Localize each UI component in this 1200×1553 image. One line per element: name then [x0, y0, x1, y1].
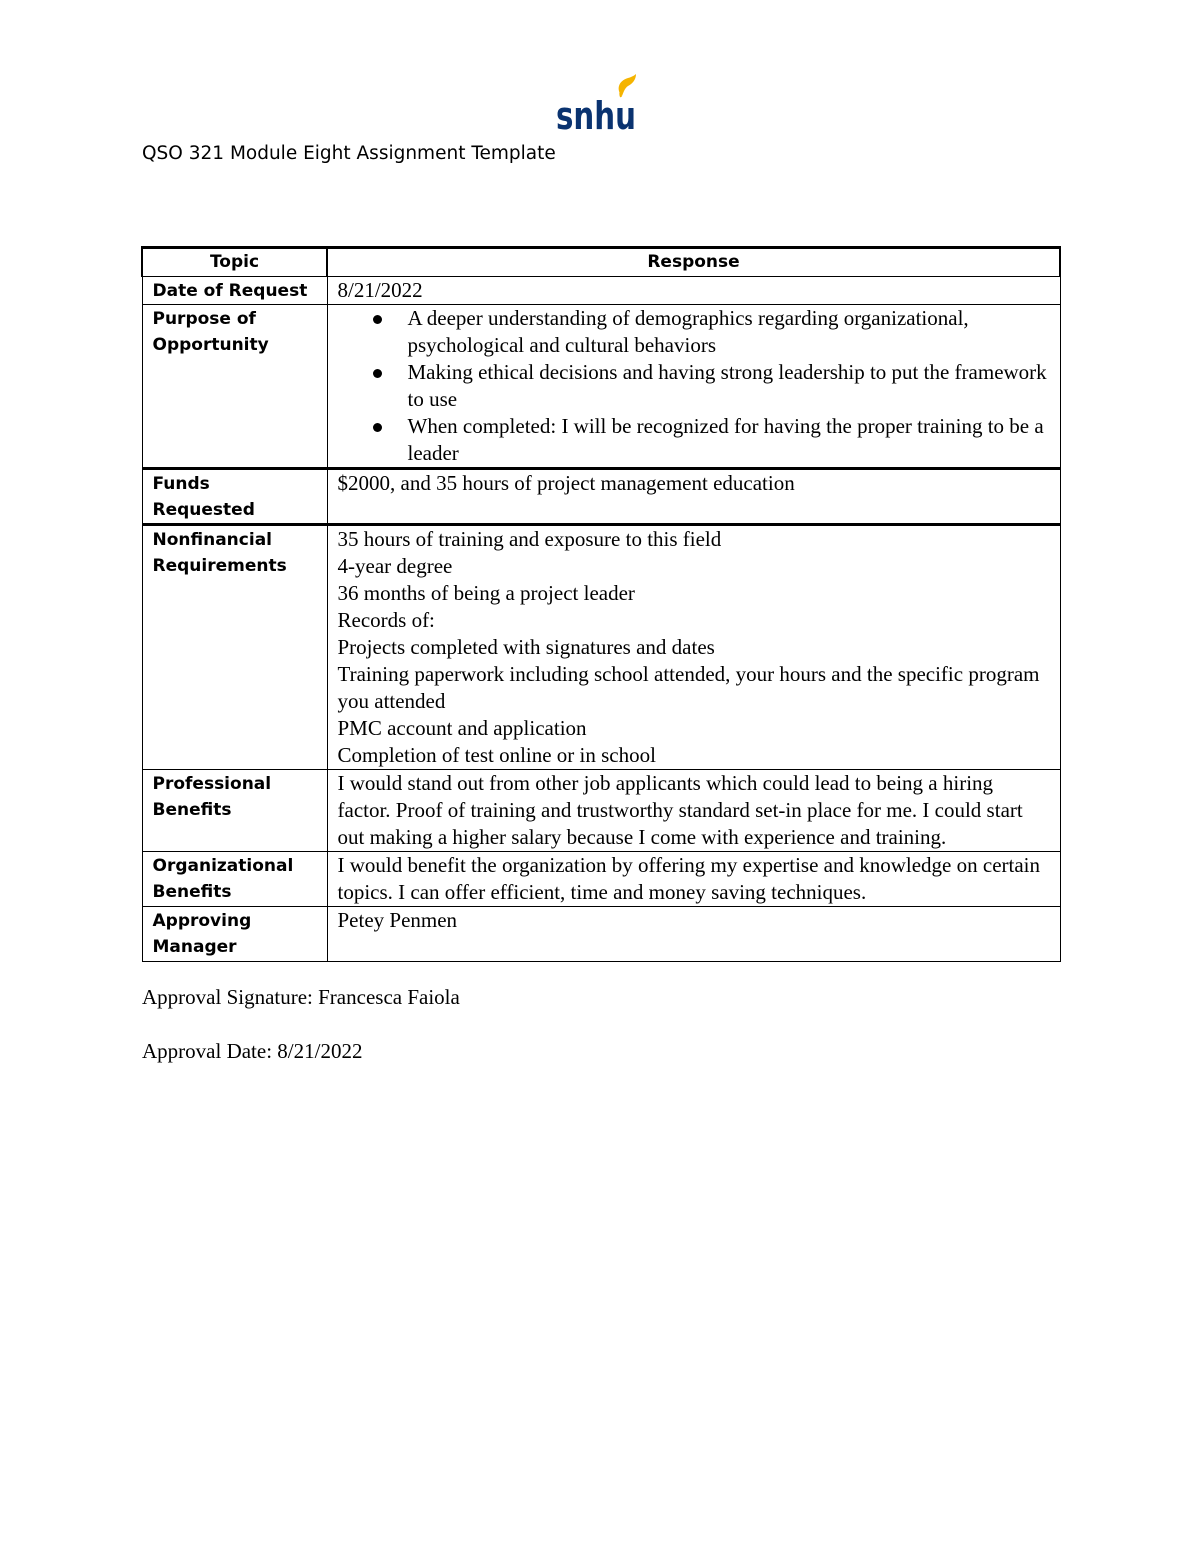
response-approving-manager: Petey Penmen [327, 907, 1060, 962]
table-header-row [142, 248, 1060, 277]
table-row [142, 770, 1060, 852]
topic-professional-benefits: Professional Benefits [142, 770, 327, 852]
response-professional-benefits: I would stand out from other job applicants which could lead to being a hiring factor. Proof of training and trustworthy standard set-in place for me. I could start out making a higher salary because I come with experience and training. [327, 770, 1060, 852]
nonfinancial-line: 36 months of being a project leader [337, 581, 635, 605]
purpose-bullet-list [338, 305, 1050, 467]
list-item: When completed: I will be recognized for having the proper training to be a leader [338, 413, 1050, 467]
topic-organizational-benefits: Organizational Benefits [142, 852, 327, 907]
nonfinancial-line: Records of: [337, 608, 435, 632]
table-row [142, 305, 1060, 469]
table-row [142, 469, 1060, 525]
nonfinancial-line: Training paperwork including school attended, your hours and the specific program you attended [337, 662, 1040, 713]
response-date-of-request: 8/21/2022 [327, 277, 1060, 305]
topic-nonfinancial: Nonfinancial Requirements [142, 525, 327, 770]
header-response: Response [327, 248, 1060, 277]
document-title: QSO 321 Module Eight Assignment Template [142, 143, 556, 164]
table-row [142, 277, 1060, 305]
assignment-table [141, 246, 1061, 962]
table-row [142, 525, 1060, 770]
logo-wordmark: snhu [556, 94, 636, 138]
response-purpose [327, 305, 1060, 469]
response-nonfinancial [327, 525, 1060, 770]
nonfinancial-line: 4-year degree [337, 554, 453, 578]
nonfinancial-line: 35 hours of training and exposure to this field [337, 527, 722, 551]
approval-date: Approval Date: 8/21/2022 [142, 1039, 363, 1063]
nonfinancial-line: Completion of test online or in school [337, 743, 656, 767]
snhu-logo [556, 74, 640, 138]
topic-date-of-request: Date of Request [142, 277, 327, 305]
table-row [142, 907, 1060, 962]
topic-approving-manager: Approving Manager [142, 907, 327, 962]
nonfinancial-line: Projects completed with signatures and dates [337, 635, 715, 659]
table-row [142, 852, 1060, 907]
header-topic: Topic [142, 248, 327, 277]
topic-purpose: Purpose of Opportunity [142, 305, 327, 469]
snhu-logo-graphic [556, 74, 640, 138]
nonfinancial-line: PMC account and application [337, 716, 587, 740]
approval-signature: Approval Signature: Francesca Faiola [142, 985, 460, 1009]
list-item: A deeper understanding of demographics regarding organizational, psychological and cultural behaviors [338, 305, 1050, 359]
list-item: Making ethical decisions and having strong leadership to put the framework to use [338, 359, 1050, 413]
response-organizational-benefits: I would benefit the organization by offering my expertise and knowledge on certain topics. I can offer efficient, time and money saving techniques. [327, 852, 1060, 907]
topic-funds-requested: Funds Requested [142, 469, 327, 525]
response-funds-requested: $2000, and 35 hours of project management education [327, 469, 1060, 525]
